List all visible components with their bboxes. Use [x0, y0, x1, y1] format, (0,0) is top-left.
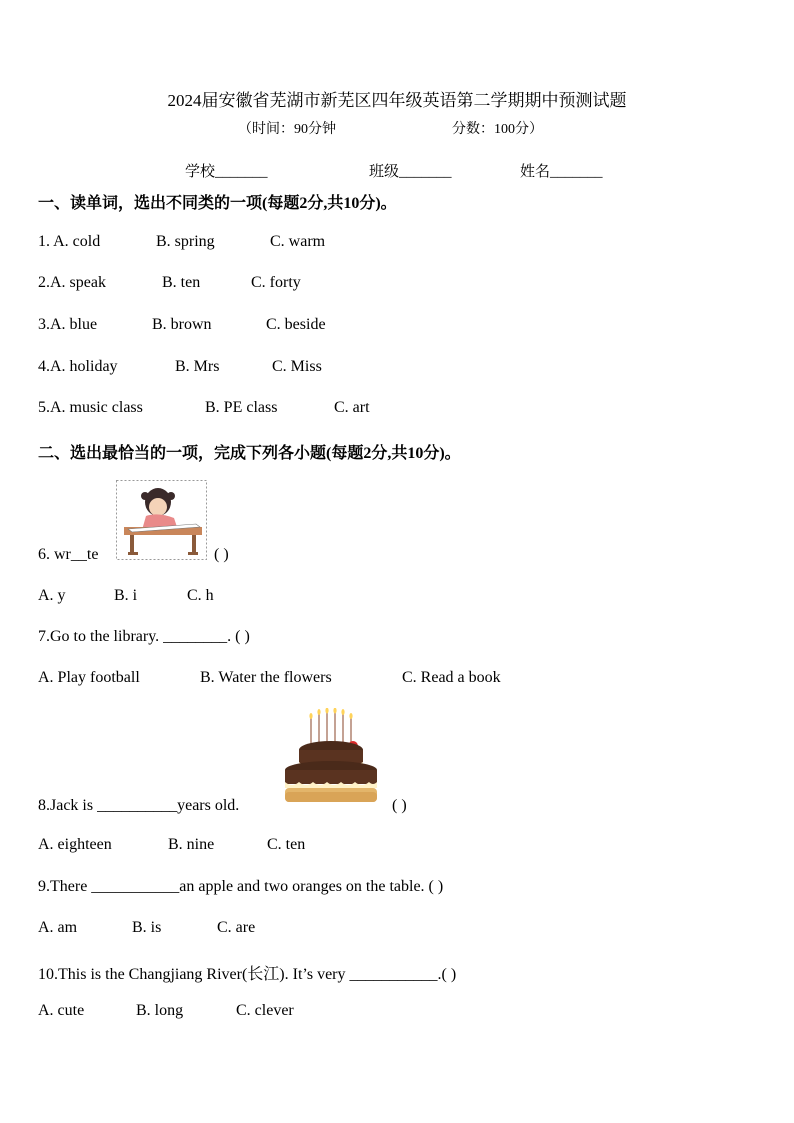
- option-c: C. warm: [270, 233, 326, 250]
- option-b: B. long: [136, 1002, 184, 1019]
- option-b: B. i: [114, 587, 138, 604]
- option-b: B. Mrs: [175, 358, 220, 375]
- option-a: 5.A. music class: [38, 399, 143, 416]
- answer-paren: ( ): [214, 546, 229, 563]
- option-a: 3.A. blue: [38, 316, 98, 333]
- option-a: 4.A. holiday: [38, 358, 118, 375]
- question-7: 7.Go to the library. ________. ( ): [38, 628, 250, 645]
- option-a: 2.A. speak: [38, 274, 106, 291]
- question-3: [38, 316, 326, 334]
- question-7-options: [38, 669, 501, 687]
- option-b: B. is: [132, 919, 162, 936]
- page-title: 2024届安徽省芜湖市新芜区四年级英语第二学期期中预测试题: [167, 91, 627, 110]
- option-a: A. Play football: [38, 669, 140, 686]
- exam-score: 分数：100分）: [452, 122, 543, 137]
- answer-paren: ( ): [392, 797, 407, 814]
- option-c: C. ten: [267, 836, 306, 853]
- section2-heading: 二、选出最恰当的一项，完成下列各小题(每题2分,共10分)。: [38, 445, 461, 462]
- question-6: [38, 546, 98, 564]
- name-field: 姓名_______: [520, 164, 603, 180]
- class-field: 班级_______: [369, 164, 452, 180]
- option-a: A. y: [38, 587, 66, 604]
- option-b: B. Water the flowers: [200, 669, 332, 686]
- option-c: C. forty: [251, 274, 301, 291]
- option-c: C. are: [217, 919, 256, 936]
- option-b: B. nine: [168, 836, 215, 853]
- option-b: B. PE class: [205, 399, 278, 416]
- option-b: B. brown: [152, 316, 212, 333]
- question-8: 8.Jack is __________years old.: [38, 797, 240, 814]
- option-b: B. ten: [162, 274, 201, 291]
- option-a: A. am: [38, 919, 78, 936]
- option-c: C. art: [334, 399, 370, 416]
- option-a: A. cute: [38, 1002, 85, 1019]
- question-9-options: [38, 919, 255, 937]
- question-10: 10.This is the Changjiang River(长江). It’s very ___________.( ): [38, 966, 457, 983]
- option-c: C. Miss: [272, 358, 322, 375]
- option-c: C. clever: [236, 1002, 294, 1019]
- option-c: C. h: [187, 587, 214, 604]
- option-b: B. spring: [156, 233, 215, 250]
- option-c: C. beside: [266, 316, 326, 333]
- question-6-options: [38, 587, 214, 605]
- exam-time: （时间：90分钟: [238, 122, 336, 137]
- question-8-options: [38, 836, 305, 854]
- birthday-cake-image: [283, 708, 381, 806]
- question-4: [38, 358, 322, 376]
- option-a: 1. A. cold: [38, 233, 101, 250]
- section1-heading: 一、读单词，选出不同类的一项(每题2分,共10分)。: [38, 195, 397, 212]
- question-2: [38, 274, 301, 292]
- question-10-options: [38, 1002, 294, 1020]
- question-1: [38, 233, 325, 251]
- school-field: 学校_______: [185, 164, 268, 180]
- question-9: 9.There ___________an apple and two oranges on the table. ( ): [38, 878, 444, 895]
- question-5: [38, 399, 370, 417]
- option-c: C. Read a book: [402, 669, 501, 686]
- option-a: A. eighteen: [38, 836, 112, 853]
- question-stem: 6. wr__te: [38, 546, 99, 563]
- girl-writing-image: [116, 480, 207, 560]
